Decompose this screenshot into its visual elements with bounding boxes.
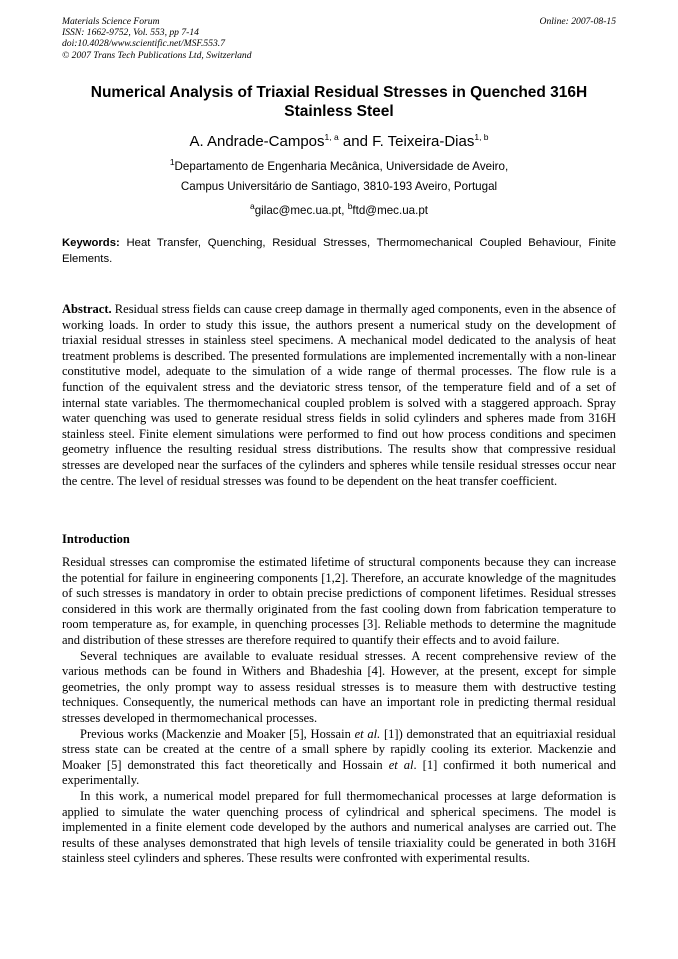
author-2-affiliation-mark: 1, b <box>474 132 489 142</box>
copyright: © 2007 Trans Tech Publications Ltd, Switzerland <box>62 49 252 61</box>
abstract-label: Abstract. <box>62 302 112 316</box>
intro-p3-part-2: [1]) demonstrated that an equitriaxial residual stress state can be created at the centre of a small sphere by rapidly cooling its exterior. Mackenzie and Moaker [5] demonstrated this fact theoretically and Hossain <box>62 726 616 772</box>
journal-name: Materials Science Forum <box>62 16 160 27</box>
email-line <box>0 201 678 217</box>
keywords-text: Heat Transfer, Quenching, Residual Stresses, Thermomechanical Coupled Behaviour, Finite Elements. <box>62 237 616 265</box>
intro-p3-part-3: . [1] confirmed it both numerical and experimentally. <box>62 757 616 788</box>
affiliation-line-2: Campus Universitário de Santiago, 3810-193 Aveiro, Portugal <box>180 180 498 193</box>
introduction-heading: Introduction <box>62 532 130 546</box>
affiliation-line-1 <box>0 157 678 173</box>
keywords-label: Keywords: <box>62 237 120 249</box>
introduction-body <box>62 555 616 867</box>
intro-p3-etal-1: et al. <box>354 726 381 741</box>
keywords <box>62 236 616 267</box>
author-1-affiliation-mark: 1, a <box>324 132 339 142</box>
intro-paragraph-2: Several techniques are available to evaluate residual stresses. A recent comprehensive review of the various methods can be found in Withers and Bhadeshia [4]. However, at the present, except for simple geometries, the only prompt way to assess residual stresses is to measure them with destructive testing techniques. Consequently, the numerical methods can have an important role in predicting thermal residual stresses developed in thermomechanical processes. <box>62 648 616 725</box>
email-a[interactable]: gilac@mec.ua.pt, <box>254 203 348 217</box>
author-conjunction: and <box>338 133 373 150</box>
affiliation-department: Departamento de Engenharia Mecânica, Universidade de Aveiro, <box>174 159 509 173</box>
issn: ISSN: 1662-9752, Vol. 553, pp 7-14 <box>62 27 199 39</box>
email-a-mark: a <box>249 201 255 211</box>
intro-p3-etal-2: et al <box>388 757 414 772</box>
author-2: F. Teixeira-Dias <box>372 133 475 150</box>
author-line <box>0 132 678 150</box>
intro-paragraph-1: Residual stresses can compromise the estimated lifetime of structural components because they can increase the potential for failure in engineering components [1,2]. Therefore, an accurate knowledge of the magnitudes of such stresses is mandatory in order to obtain precise predictions of component lifetimes. Residual stresses considered in this work are thermally originated from the fast cooling down from fabrication temperature to room temperature as, for example, in quenching processes [3]. Reliable methods to determine the magnitude and distribution of these stresses are therefore required to quantify their effects and to avoid failure. <box>62 555 616 647</box>
journal-header <box>62 16 616 61</box>
doi: doi:10.4028/www.scientific.net/MSF.553.7 <box>62 38 225 50</box>
abstract-text: Residual stress fields can cause creep damage in thermally aged components, even in the absence of working loads. In order to study this issue, the authors present a numerical study on the development of triaxial residual stresses in stainless steel specimens. A mechanical model dedicated to the analysis of heat treatment problems is described. The presented formulations are implemented incrementally with a non-linear constitutive model, adequate to the simulation of a wide range of thermal processes. The flow rule is a function of the equivalent stress and the deviatoric stress tensor, of the temperature field and of a set of internal state variables. The thermomechanical coupled problem is solved with a staggered approach. Spray water quenching was used to generate residual stress fields in solid cylinders and spheres made from 316H stainless steel. Finite element simulations were performed to find out how process conditions and specimen geometry influence the resulting residual stress distributions. The results show that compressive residual stresses are developed near the surfaces of the cylinders and spheres while tensile residual stresses occur near the centre. The level of residual stresses was found to be dependent on the heat transfer coefficient. <box>62 302 616 488</box>
intro-paragraph-3 <box>62 727 616 789</box>
affiliation-mark: 1 <box>169 157 175 167</box>
author-1: A. Andrade-Campos <box>189 133 325 150</box>
email-b[interactable]: ftd@mec.ua.pt <box>352 203 428 217</box>
intro-paragraph-4: In this work, a numerical model prepared for full thermomechanical processes at large deformation is applied to simulate the water quenching process of cylindrical and spherical specimens. The model is implemented in a finite element code developed by the authors and numerical analyses are carried out. The results of these analyses demonstrated that high levels of tensile triaxiality could be generated in both 316H stainless steel cylinders and spheres. These results were confronted with experimental results. <box>62 788 616 866</box>
paper-title: Numerical Analysis of Triaxial Residual Stresses in Quenched 316H Stainless Steel <box>90 84 588 120</box>
abstract <box>62 302 616 489</box>
intro-p3-part-1: Previous works (Mackenzie and Moaker [5], Hossain <box>80 726 355 741</box>
email-b-mark: b <box>347 201 353 211</box>
online-date: Online: 2007-08-15 <box>539 16 616 27</box>
